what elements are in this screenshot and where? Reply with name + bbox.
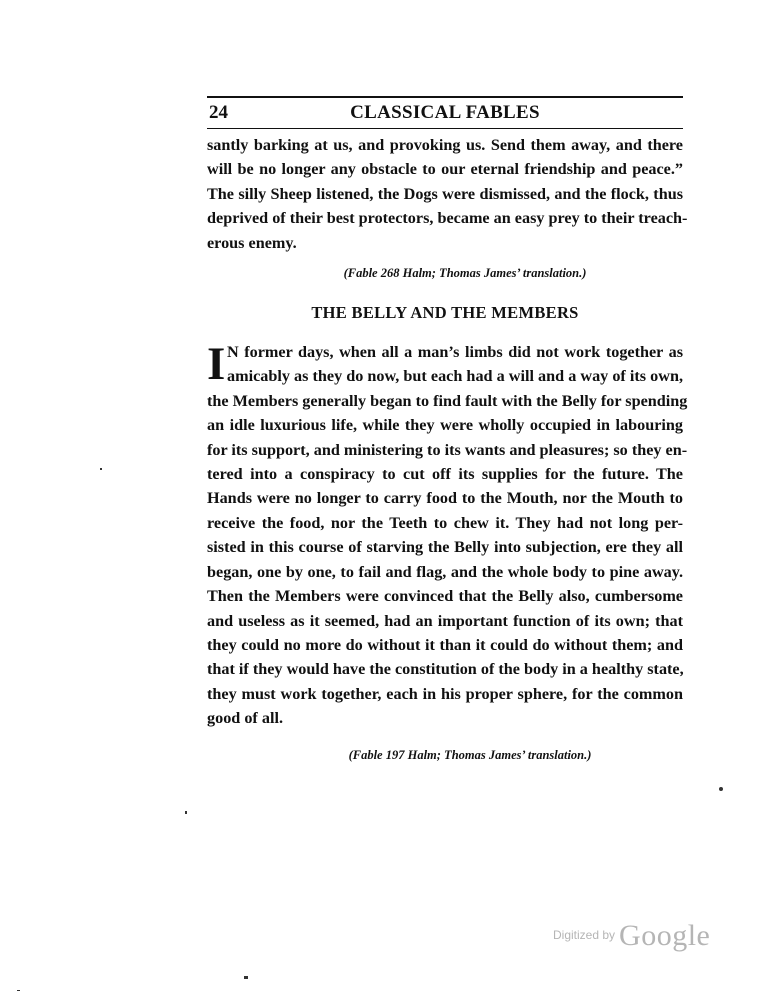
text-line: an idle luxurious life, while they were wholly occupied in labouring — [207, 416, 683, 435]
scan-speck — [185, 811, 187, 814]
text-line: erous enemy. — [207, 233, 297, 252]
text-line: and useless as it seemed, had an important function of its own; that — [207, 611, 683, 630]
text-line: they could no more do without it than it could do without them; and — [207, 635, 683, 654]
digitized-by-google-watermark — [553, 919, 710, 953]
fable-title: THE BELLY AND THE MEMBERS — [311, 303, 579, 323]
running-title: CLASSICAL FABLES — [350, 102, 540, 123]
citation-fable-197: (Fable 197 Halm; Thomas James’ translation.) — [348, 747, 592, 762]
text-line: deprived of their best protectors, became an easy prey to their treach- — [207, 209, 688, 228]
text-line: will be no longer any obstacle to our eternal friendship and peace.” — [207, 160, 683, 179]
text-line: began, one by one, to fail and flag, and the whole body to pine away. — [207, 562, 683, 581]
text-line: receive the food, nor the Teeth to chew it. They had not long per- — [207, 513, 683, 532]
text-line: amicably as they do now, but each had a will and a way of its own, — [227, 367, 683, 386]
header-rule-bottom — [207, 128, 683, 129]
google-logo: Google — [619, 919, 711, 952]
text-line: Then the Members were convinced that the Belly also, cumbersome — [207, 587, 683, 606]
text-line: they must work together, each in his proper sphere, for the common — [207, 684, 683, 703]
text-line: tered into a conspiracy to cut off its supplies for the future. The — [207, 465, 683, 484]
watermark-prefix: Digitized by — [553, 928, 616, 942]
text-line: that if they would have the constitution of the body in a healthy state, — [207, 660, 684, 679]
scan-speck — [17, 990, 20, 991]
citation-fable-268: (Fable 268 Halm; Thomas James’ translation.) — [343, 266, 587, 281]
text-line: sisted in this course of starving the Belly into subjection, ere they all — [207, 538, 683, 557]
text-line: N former days, when all a man’s limbs did not work together as — [227, 343, 683, 362]
running-head — [207, 98, 683, 128]
scan-speck — [719, 787, 723, 791]
scan-speck — [244, 976, 248, 979]
scan-speck — [100, 468, 102, 470]
text-line: the Members generally began to find fault with the Belly for spending — [207, 391, 688, 410]
text-line: santly barking at us, and provoking us. Send them away, and there — [207, 136, 683, 154]
text-line: for its support, and ministering to its wants and pleasures; so they en- — [207, 440, 688, 459]
page-number: 24 — [209, 102, 228, 123]
book-page — [207, 96, 688, 763]
text-line: good of all. — [207, 709, 283, 728]
text-line: The silly Sheep listened, the Dogs were dismissed, and the flock, thus — [207, 184, 683, 203]
drop-cap: I — [207, 338, 226, 391]
text-line: Hands were no longer to carry food to the Mouth, nor the Mouth to — [207, 489, 683, 508]
continuation-paragraph — [207, 133, 688, 255]
fable-paragraph — [207, 338, 688, 731]
